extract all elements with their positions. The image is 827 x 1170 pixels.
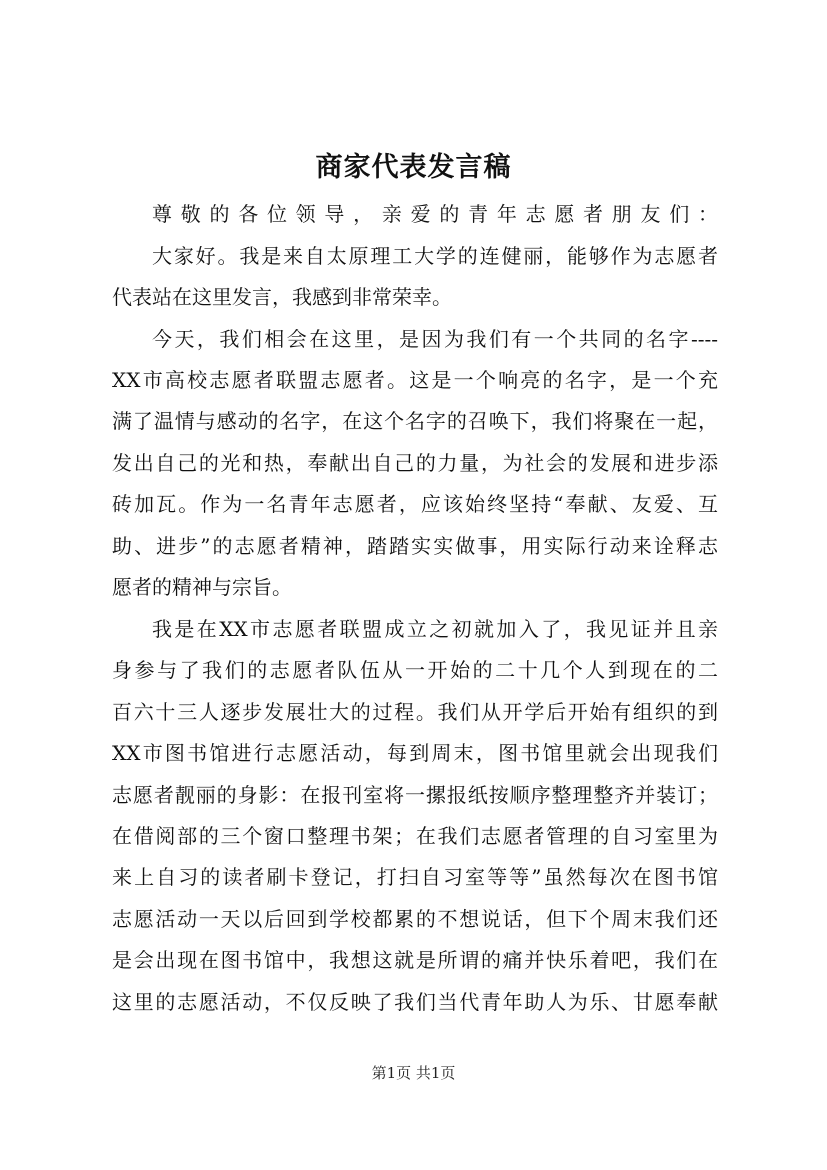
- text-line: 大家好。我是来自太原理工大学的连健丽，能够作为志愿者: [152, 244, 718, 268]
- text-line: 砖加瓦。作为一名青年志愿者，应该始终坚持“奉献、友爱、互: [112, 492, 718, 516]
- text-line: XX市图书馆进行志愿活动，每到周末，图书馆里就会出现我们: [112, 741, 718, 765]
- text-line: 身参与了我们的志愿者队伍从一开始的二十几个人到现在的二: [112, 658, 718, 682]
- text-line: 代表站在这里发言，我感到非常荣幸。: [112, 285, 452, 309]
- text-line: XX市高校志愿者联盟志愿者。这是一个响亮的名字，是一个充: [112, 368, 718, 392]
- text-line: 满了温情与感动的名字，在这个名字的召唤下，我们将聚在一起，: [112, 409, 718, 433]
- text-line: 来上自习的读者刷卡登记，打扫自习室等等”虽然每次在图书馆: [112, 865, 718, 889]
- text-line: 在借阅部的三个窗口整理书架；在我们志愿者管理的自习室里为: [112, 824, 718, 848]
- text-line: 是会出现在图书馆中，我想这就是所谓的痛并快乐着吧，我们在: [112, 948, 718, 972]
- text-line: 愿者的精神与宗旨。: [112, 575, 292, 599]
- text-line: 百六十三人逐步发展壮大的过程。我们从开学后开始有组织的到: [112, 700, 718, 724]
- text-line: 我是在XX市志愿者联盟成立之初就加入了，我见证并且亲: [152, 617, 718, 641]
- text-line: 发出自己的光和热，奉献出自己的力量，为社会的发展和进步添: [112, 451, 718, 475]
- page-footer: 第1页 共1页: [371, 1064, 456, 1082]
- text-line: 助、进步”的志愿者精神，踏踏实实做事，用实际行动来诠释志: [112, 534, 718, 558]
- document-title: 商家代表发言稿: [315, 152, 512, 183]
- text-line: 这里的志愿活动，不仅反映了我们当代青年助人为乐、甘愿奉献: [112, 990, 718, 1014]
- text-line: 志愿者靓丽的身影：在报刊室将一摞报纸按顺序整理整齐并装订；: [112, 783, 718, 807]
- text-line: 志愿活动一天以后回到学校都累的不想说话，但下个周末我们还: [112, 907, 718, 931]
- text-line: 尊敬的各位领导，亲爱的青年志愿者朋友们：: [152, 202, 718, 226]
- text-line: 今天，我们相会在这里，是因为我们有一个共同的名字----: [152, 327, 718, 351]
